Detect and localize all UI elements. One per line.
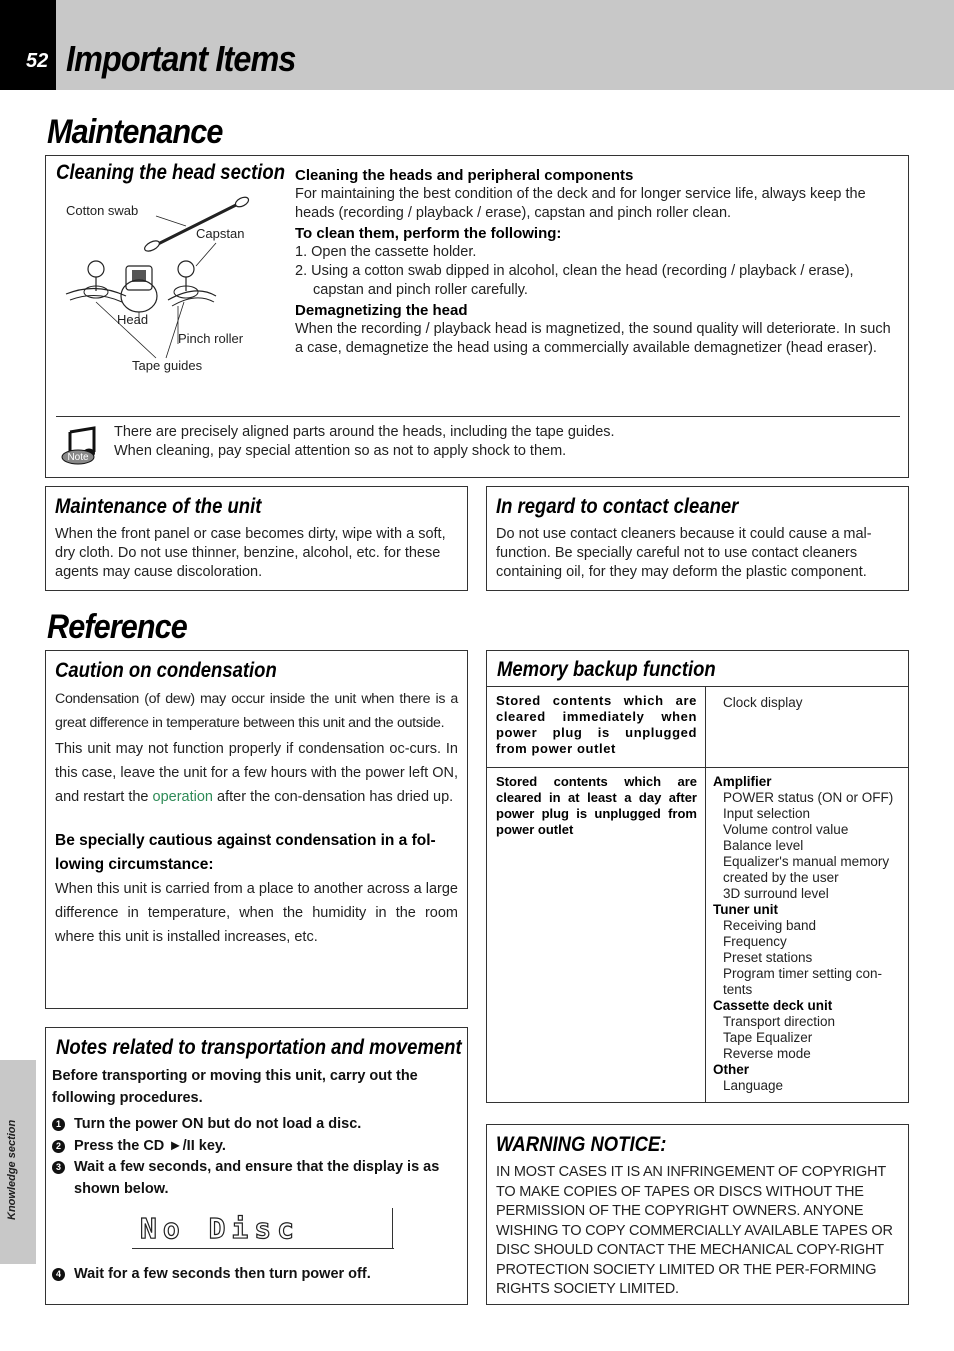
page-number-block — [0, 0, 56, 90]
condensation-title: Caution on condensation — [55, 659, 277, 682]
note-line: When cleaning, pay special attention so as not to apply shock to them. — [114, 443, 567, 459]
step-text: Wait a few seconds, and ensure that the display is as shown below. — [74, 1159, 440, 1197]
memory-group-heading: Other — [713, 1062, 750, 1077]
condensation-para2-start: This unit may not function properly if condensation oc-curs. In this case, leave the unit for a few hours with the power left ON, and restart the — [55, 741, 458, 805]
memory-row2-label: Stored contents which are cleared in at least a day after power plug is unplugged from power outlet — [496, 774, 697, 837]
side-tab-label: Knowledge section — [6, 1119, 18, 1220]
note-text — [114, 423, 894, 461]
procedure-step: 1. Open the cassette holder. — [295, 244, 477, 260]
display-text: No Disc — [140, 1212, 301, 1245]
maintenance-heading: Maintenance — [47, 113, 223, 151]
operation-link: operation — [152, 789, 213, 805]
transport-step — [52, 1136, 461, 1158]
memory-item: Equalizer's manual memory created by the user — [723, 854, 890, 885]
label-cotton-swab: Cotton swab — [66, 203, 139, 218]
contact-cleaner-text: Do not use contact cleaners because it could cause a mal-function. Be specially careful not to use contact cleaners containing oil, for they may deform the plastic component. — [496, 526, 872, 580]
condensation-para2 — [55, 737, 458, 809]
label-head: Head — [117, 312, 149, 327]
memory-row2-values — [713, 774, 908, 1094]
label-pinch-roller: Pinch roller — [178, 331, 244, 346]
memory-row-delayed — [487, 767, 908, 1103]
maintenance-unit-box — [45, 486, 468, 591]
memory-divider — [705, 687, 706, 767]
step-number: 1 — [52, 1118, 65, 1131]
step-text: Turn the power ON but do not load a disc. — [74, 1116, 362, 1132]
step-text: Wait for a few seconds then turn power off. — [74, 1266, 371, 1282]
display-edge — [392, 1208, 393, 1248]
memory-item: Input selection — [723, 806, 811, 821]
head-section-title: Cleaning the head section — [56, 161, 285, 184]
head-diagram — [56, 196, 286, 386]
note-line: There are precisely aligned parts around the heads, including the tape guides. — [114, 424, 615, 440]
memory-group-heading: Tuner unit — [713, 902, 778, 917]
step-text: Press the CD ►/II key. — [74, 1137, 226, 1154]
head-cleaning-instructions — [295, 167, 901, 359]
transport-steps — [52, 1114, 461, 1286]
step-number: 4 — [52, 1268, 65, 1281]
display-illustration — [52, 1208, 461, 1258]
memory-item: Tape Equalizer — [723, 1030, 813, 1045]
memory-item: Volume control value — [723, 822, 849, 837]
step-number: 2 — [52, 1140, 65, 1153]
condensation-bold-title: Be specially cautious against condensation in a fol-lowing circumstance: — [55, 832, 436, 873]
condensation-para1: Condensation (of dew) may occur inside the unit when there is a great difference in temperature between this unit and the outside. — [55, 691, 458, 731]
transport-step — [52, 1114, 461, 1136]
note-divider — [56, 416, 900, 417]
memory-item: Balance level — [723, 838, 804, 853]
display-edge — [132, 1248, 394, 1249]
memory-item: Reverse mode — [723, 1046, 811, 1061]
transport-intro: Before transporting or moving this unit, carry out the following procedures. — [52, 1068, 418, 1106]
memory-item: Language — [723, 1078, 784, 1093]
memory-item: Program timer setting con-tents — [723, 966, 883, 997]
label-tape-guides: Tape guides — [132, 358, 203, 373]
memory-divider — [705, 768, 706, 1103]
memory-row1-label: Stored contents which are cleared immediately when power plug is unplugged from power outlet — [496, 693, 697, 756]
procedure-step: 2. Using a cotton swab dipped in alcohol, clean the head (recording / playback / erase), capstan and pinch roller carefully. — [295, 263, 854, 298]
memory-item: 3D surround level — [723, 886, 829, 901]
step-number: 3 — [52, 1161, 65, 1174]
label-capstan: Capstan — [196, 226, 245, 241]
procedure-steps — [295, 243, 901, 300]
memory-group-heading: Amplifier — [713, 774, 772, 789]
page-title: Important Items — [66, 38, 296, 79]
warning-box — [486, 1124, 909, 1305]
heads-text: For maintaining the best condition of the deck and for longer service life, always keep the heads (recording / playback / erase), capstan and pinch roller clean. — [295, 186, 866, 221]
memory-title: Memory backup function — [497, 658, 716, 681]
maintenance-unit-title: Maintenance of the unit — [55, 495, 262, 518]
demag-text: When the recording / playback head is magnetized, the sound quality will deteriorate. In such a case, demagnetize the head using a commercially available demagnetizer (head eraser). — [295, 321, 891, 356]
contact-cleaner-box — [486, 486, 909, 591]
heads-title: Cleaning the heads and peripheral components — [295, 167, 634, 184]
memory-item: Preset stations — [723, 950, 813, 965]
side-tab — [0, 1060, 36, 1264]
memory-item: Receiving band — [723, 918, 817, 933]
memory-item: Clock display — [723, 695, 803, 710]
condensation-para2-end: after the con-densation has dried up. — [213, 789, 454, 805]
transport-step — [52, 1264, 461, 1286]
memory-row-immediate — [487, 686, 908, 767]
memory-item: POWER status (ON or OFF) — [723, 790, 894, 805]
head-cleaning-box — [45, 155, 909, 478]
warning-text: IN MOST CASES IT IS AN INFRINGEMENT OF COPYRIGHT TO MAKE COPIES OF TAPES OR DISCS WITHOUT THE PERMISSION OF THE COPYRIGHT OWNERS. ANYONE WISHING TO COPY COMMERCIALLY AVAILABLE TAPES OR DISC SHOULD CONTACT THE MECHANICAL COPY-RIGHT PROTECTION SOCIETY LIMITED OR THE PER-FORMING RIGHTS SOCIETY LIMITED. — [496, 1164, 893, 1297]
transport-step — [52, 1157, 461, 1200]
note-icon — [60, 426, 100, 466]
memory-backup-box — [486, 650, 909, 1103]
demag-title: Demagnetizing the head — [295, 302, 468, 319]
note-icon-label: Note — [67, 452, 89, 463]
procedure-title: To clean them, perform the following: — [295, 225, 562, 242]
warning-title: WARNING NOTICE: — [496, 1133, 667, 1156]
transport-box — [45, 1027, 468, 1305]
memory-item: Frequency — [723, 934, 787, 949]
page-number: 52 — [26, 50, 49, 72]
contact-cleaner-title: In regard to contact cleaner — [496, 495, 739, 518]
memory-item: Transport direction — [723, 1014, 836, 1029]
transport-title: Notes related to transportation and movement — [56, 1036, 462, 1059]
condensation-para3: When this unit is carried from a place to another across a large difference in temperature, when the humidity in the room where this unit is installed increases, etc. — [55, 881, 458, 945]
reference-heading: Reference — [47, 608, 187, 646]
condensation-box — [45, 650, 468, 1009]
maintenance-unit-text: When the front panel or case becomes dirty, wipe with a soft, dry cloth. Do not use thinner, benzine, alcohol, etc. for these agents may cause discoloration. — [55, 526, 446, 580]
memory-row1-value — [713, 695, 908, 711]
memory-group-heading: Cassette deck unit — [713, 998, 833, 1013]
